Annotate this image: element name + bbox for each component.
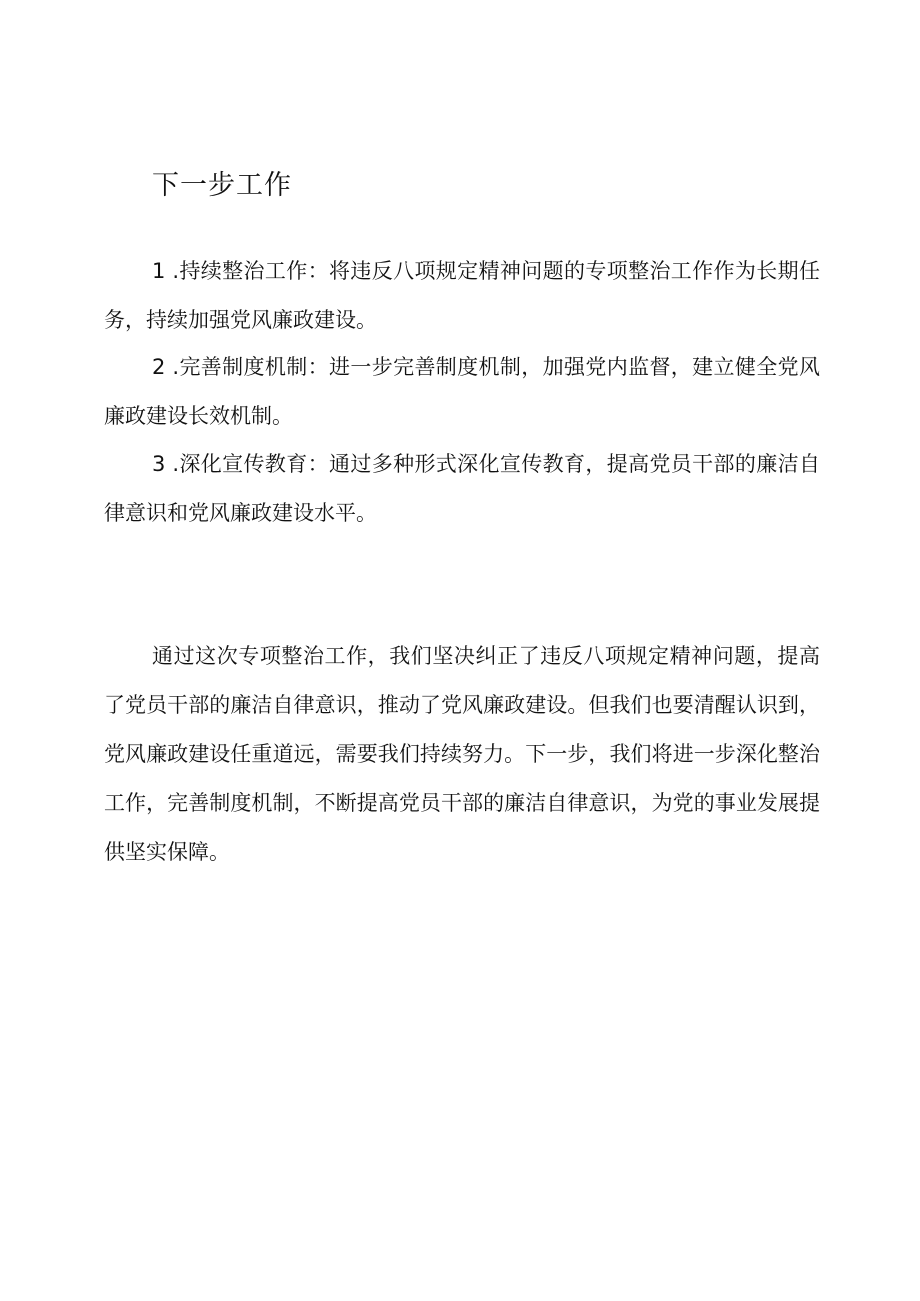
section-heading: 下一步工作 [152,170,292,201]
list-item-2: 2 .完善制度机制：进一步完善制度机制，加强党内监督，建立健全党风廉政建设长效机制。 [104,355,820,428]
list-item-3: 3 .深化宣传教育：通过多种形式深化宣传教育，提高党员干部的廉洁自律意识和党风廉政建设水平。 [104,452,820,525]
conclusion-paragraph: 通过这次专项整治工作，我们坚决纠正了违反八项规定精神问题，提高了党员干部的廉洁自律意识，推动了党风廉政建设。但我们也要清醒认识到，党风廉政建设任重道远，需要我们持续努力。下一步，我们将进一步深化整治工作，完善制度机制，不断提高党员干部的廉洁自律意识，为党的事业发展提供坚实保障。 [104,644,820,864]
list-item-1: 1 .持续整治工作：将违反八项规定精神问题的专项整治工作作为长期任务，持续加强党风廉政建设。 [104,259,820,332]
